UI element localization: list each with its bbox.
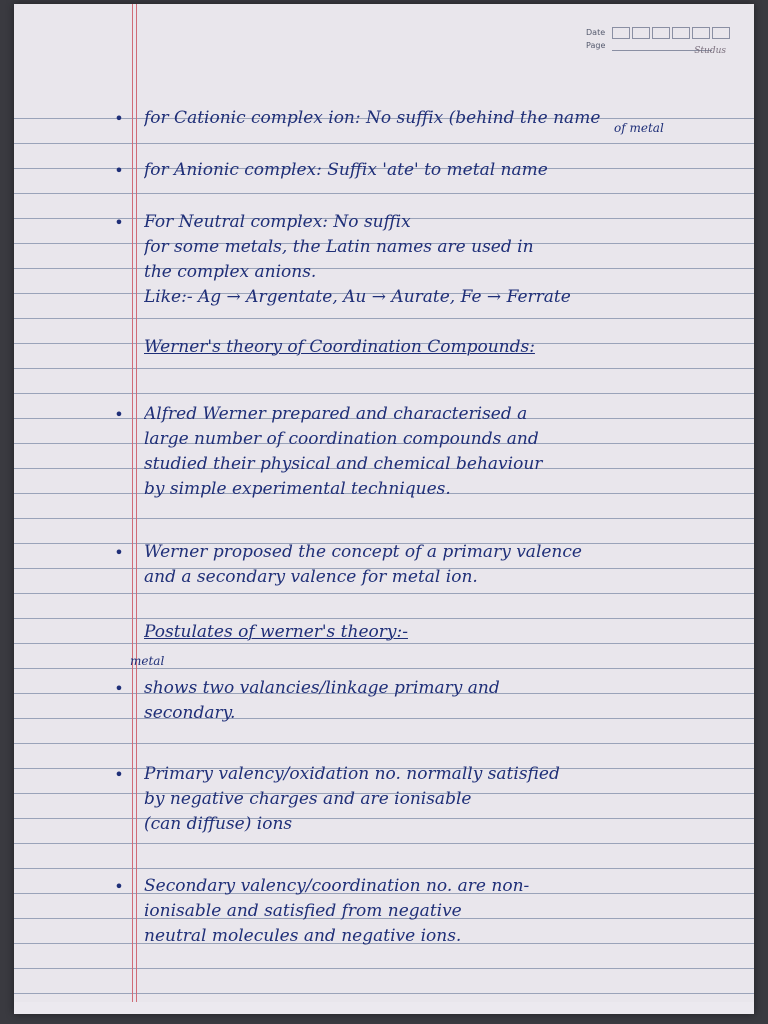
note-line: by negative charges and are ionisable xyxy=(144,789,472,809)
section-heading: Postulates of werner's theory:- xyxy=(144,622,408,642)
bullet: • xyxy=(114,877,124,896)
note-line: (can diffuse) ions xyxy=(144,814,293,834)
bullet: • xyxy=(114,213,124,232)
note-line: large number of coordination compounds and xyxy=(144,429,539,449)
note-line: for some metals, the Latin names are used in xyxy=(144,237,534,257)
note-line: for Anionic complex: Suffix 'ate' to metal name xyxy=(144,160,548,180)
note-line: Primary valency/oxidation no. normally satisfied xyxy=(144,764,560,784)
note-line: by simple experimental techniques. xyxy=(144,479,451,499)
bullet: • xyxy=(114,543,124,562)
note-line: Like:- Ag → Argentate, Au → Aurate, Fe → Ferrate xyxy=(144,287,571,307)
note-line: Werner proposed the concept of a primary valence xyxy=(144,542,582,562)
note-line: neutral molecules and negative ions. xyxy=(144,926,462,946)
page-label: Page xyxy=(586,41,606,50)
note-line: studied their physical and chemical behaviour xyxy=(144,454,543,474)
note-line: of metal xyxy=(614,121,664,135)
bullet: • xyxy=(114,405,124,424)
bullet: • xyxy=(114,679,124,698)
section-heading: Werner's theory of Coordination Compounds: xyxy=(144,337,535,357)
brand-logo: Studus xyxy=(694,46,726,56)
note-line: the complex anions. xyxy=(144,262,317,282)
note-line: Secondary valency/coordination no. are non- xyxy=(144,876,530,896)
note-line: and a secondary valence for metal ion. xyxy=(144,567,478,587)
note-line: ionisable and satisfied from negative xyxy=(144,901,462,921)
bullet: • xyxy=(114,765,124,784)
bullet: • xyxy=(114,161,124,180)
note-line: Alfred Werner prepared and characterised a xyxy=(144,404,528,424)
page-bottom-edge xyxy=(14,1002,754,1014)
note-line: For Neutral complex: No suffix xyxy=(144,212,411,232)
note-line: secondary. xyxy=(144,703,236,723)
handwritten-notes xyxy=(14,4,754,1014)
note-line: shows two valancies/linkage primary and xyxy=(144,678,500,698)
bullet: • xyxy=(114,109,124,128)
note-line: for Cationic complex ion: No suffix (behind the name xyxy=(144,108,601,128)
notebook-page xyxy=(14,4,754,1014)
margin-note: metal xyxy=(130,654,165,668)
date-label: Date xyxy=(586,28,606,37)
